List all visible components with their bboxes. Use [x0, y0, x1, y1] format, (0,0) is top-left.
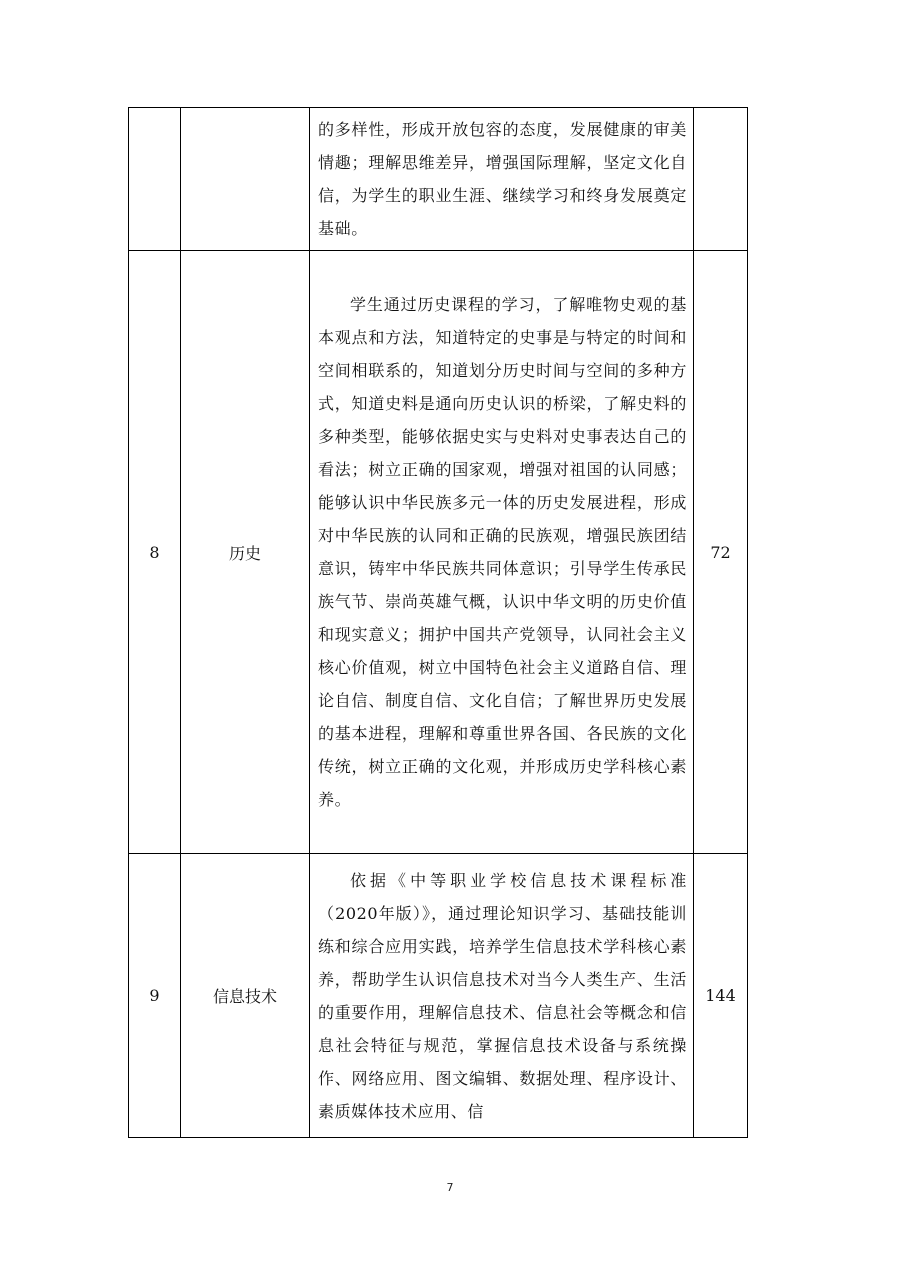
row-subject	[181, 108, 310, 251]
row-number: 9	[129, 854, 181, 1138]
row-description: 依据《中等职业学校信息技术课程标准（2020年版）》，通过理论知识学习、基础技能训练和综合应用实践，培养学生信息技术学科核心素养，帮助学生认识信息技术对当今人类生产、生活的重要作用，理解信息技术、信息社会等概念和信息社会特征与规范，掌握信息技术设备与系统操作、网络应用、图文编辑、数据处理、程序设计、素质媒体技术应用、信	[318, 870, 687, 1121]
table-row	[129, 854, 748, 1138]
row-description-cell	[310, 108, 694, 251]
page-number: 7	[446, 1181, 454, 1194]
row-number	[129, 108, 181, 251]
row-hours: 144	[694, 854, 748, 1138]
row-hours: 72	[694, 251, 748, 854]
row-description-cell	[310, 251, 694, 854]
row-description: 的多样性，形成开放包容的态度，发展健康的审美情趣；理解思维差异，增强国际理解，坚定文化自信，为学生的职业生涯、继续学习和终身发展奠定基础。	[318, 120, 687, 238]
row-subject: 信息技术	[181, 854, 310, 1138]
row-description-cell	[310, 854, 694, 1138]
table-row	[129, 251, 748, 854]
row-subject: 历史	[181, 251, 310, 854]
row-description: 学生通过历史课程的学习，了解唯物史观的基本观点和方法，知道特定的史事是与特定的时间和空间相联系的，知道划分历史时间与空间的多种方式，知道史料是通向历史认识的桥梁，了解史料的多种类型，能够依据史实与史料对史事表达自己的看法；树立正确的国家观，增强对祖国的认同感；能够认识中华民族多元一体的历史发展进程，形成对中华民族的认同和正确的民族观，增强民族团结意识，铸牢中华民族共同体意识；引导学生传承民族气节、崇尚英雄气概，认识中华文明的历史价值和现实意义；拥护中国共产党领导，认同社会主义核心价值观，树立中国特色社会主义道路自信、理论自信、制度自信、文化自信；了解世界历史发展的基本进程，理解和尊重世界各国、各民族的文化传统，树立正确的文化观，并形成历史学科核心素养。	[318, 295, 687, 809]
row-hours	[694, 108, 748, 251]
curriculum-table	[128, 107, 748, 1138]
row-number: 8	[129, 251, 181, 854]
table-row	[129, 108, 748, 251]
